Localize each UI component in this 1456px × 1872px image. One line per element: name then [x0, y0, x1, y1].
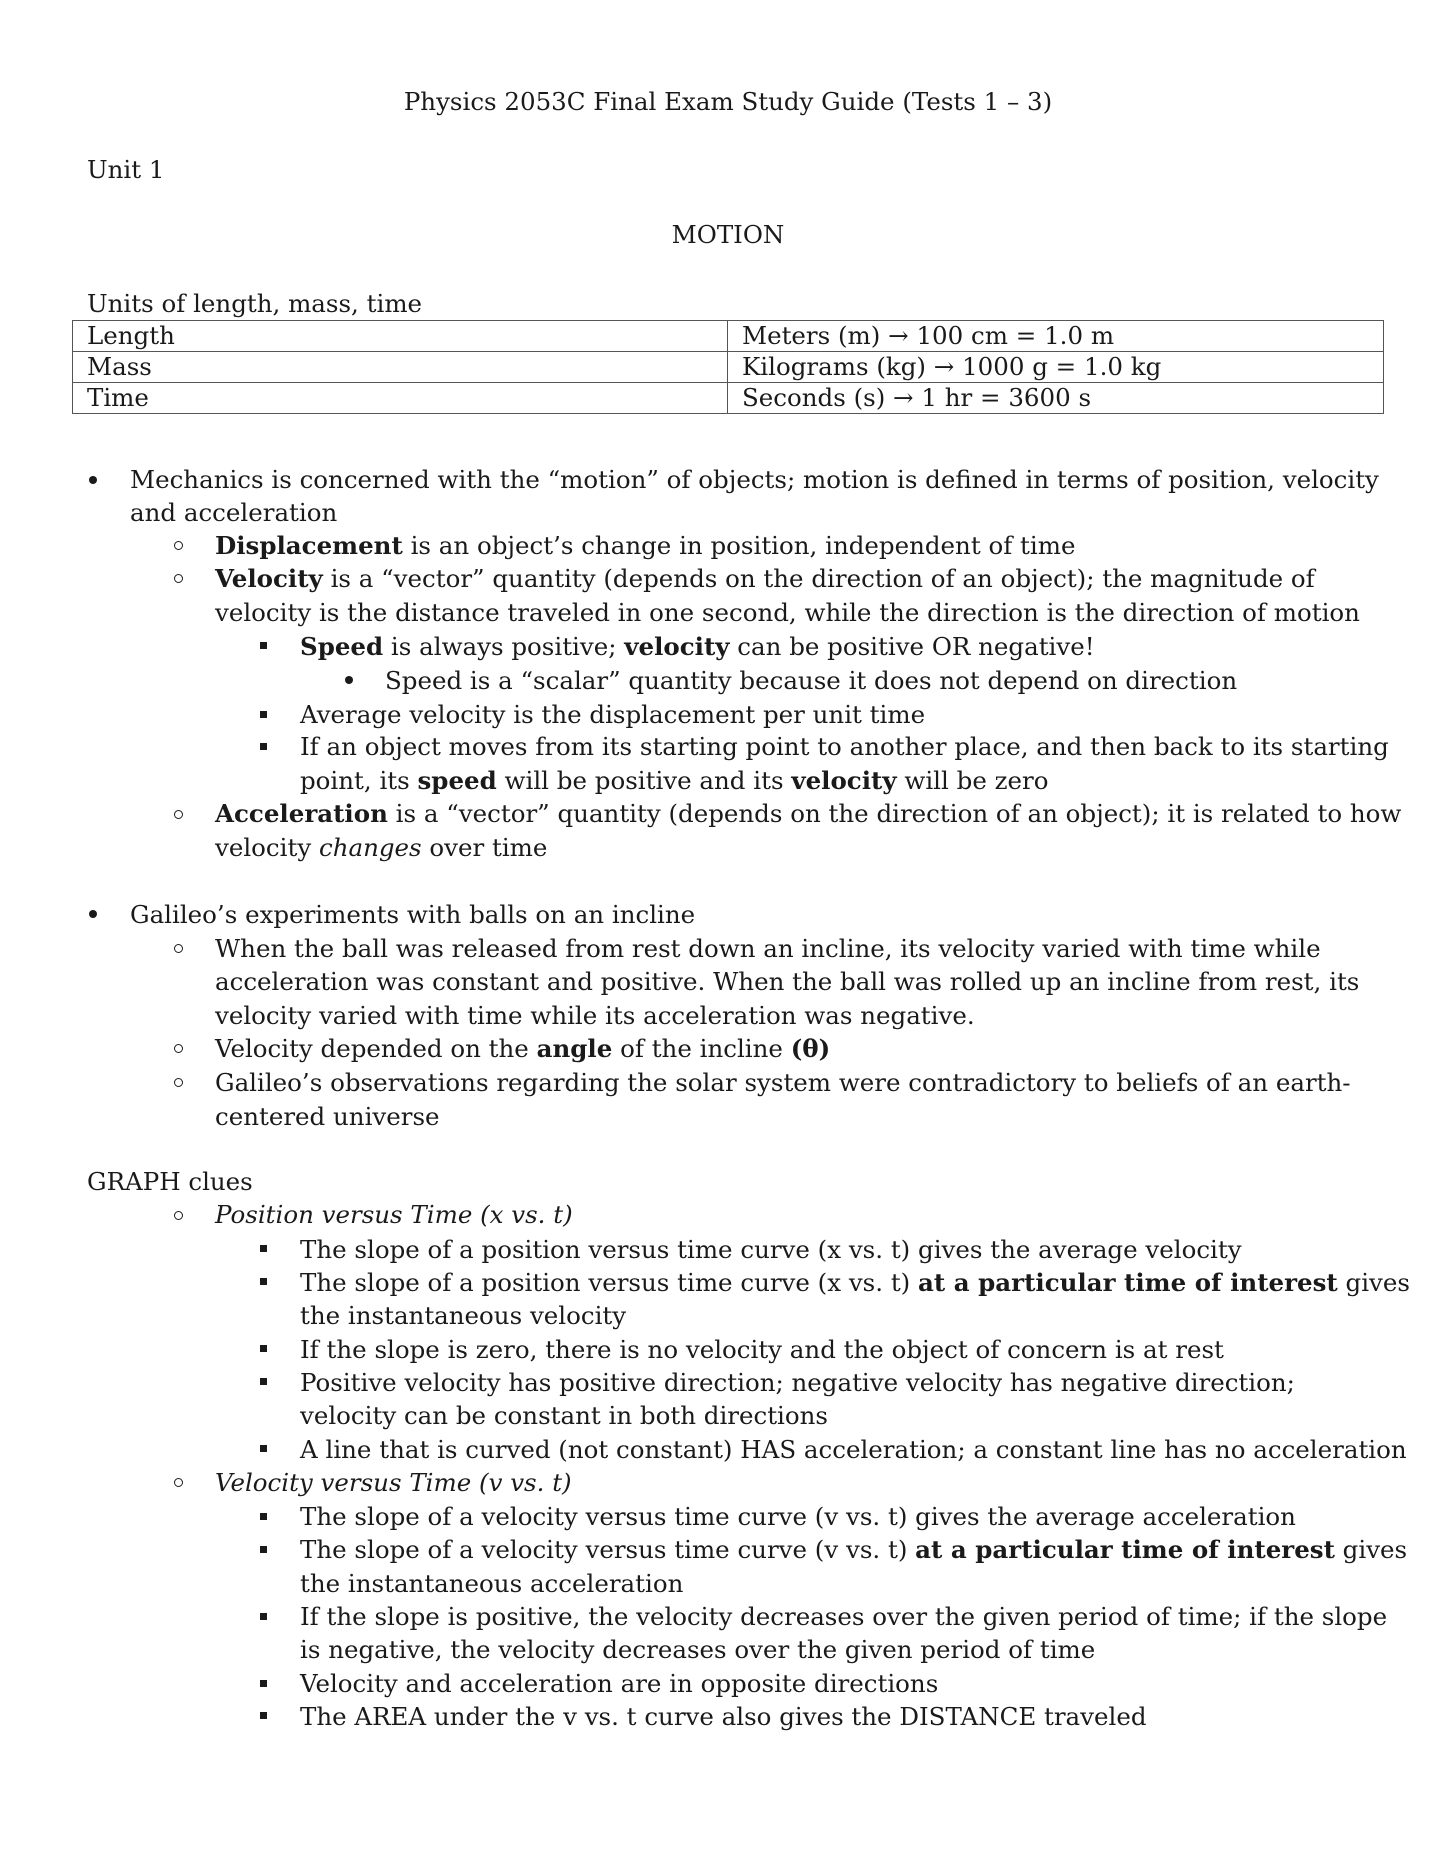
unit-heading: Unit 1 — [87, 155, 165, 184]
velocity-term: Velocity — [215, 564, 323, 593]
square-bullet-icon — [260, 711, 267, 718]
galileo-observations-line-1: Galileo’s observations regarding the solar system were contradictory to beliefs of an earth- — [215, 1068, 1351, 1097]
quantity-cell: Time — [73, 383, 728, 414]
text-run: Velocity depended on the — [215, 1034, 537, 1063]
displacement-line — [215, 531, 1076, 560]
position-instant-line-1 — [300, 1268, 1410, 1297]
units-table — [72, 320, 1384, 414]
opposite-directions-line: Velocity and acceleration are in opposite directions — [300, 1669, 939, 1698]
position-slope-line: The slope of a position versus time curve (x vs. t) gives the average velocity — [300, 1235, 1242, 1264]
galileo-when-line-3: velocity varied with time while its acceleration was negative. — [215, 1001, 975, 1030]
velocity-instant-line-2: the instantaneous acceleration — [300, 1569, 684, 1598]
table-row — [73, 383, 1384, 414]
square-bullet-icon — [260, 1345, 267, 1352]
if-object-line-1: If an object moves from its starting point to another place, and then back to its starting — [300, 732, 1389, 761]
text-run: will be positive and its — [496, 766, 792, 795]
text-run: gives — [1337, 1268, 1410, 1297]
text-run: gives — [1334, 1535, 1408, 1564]
velocity-term: velocity — [791, 766, 897, 795]
square-bullet-icon — [260, 743, 267, 750]
quantity-cell: Length — [73, 321, 728, 352]
speed-text-1: is always positive; — [383, 632, 625, 661]
circle-bullet-icon — [174, 1078, 183, 1087]
changes-term: changes — [318, 833, 422, 862]
section-heading: MOTION — [671, 220, 785, 249]
unit-cell: Seconds (s) → 1 hr = 3600 s — [728, 383, 1384, 414]
text-run: of the incline — [612, 1034, 791, 1063]
square-bullet-icon — [260, 1245, 267, 1252]
square-bullet-icon — [260, 642, 267, 649]
acceleration-term: Acceleration — [215, 799, 388, 828]
displacement-text: is an object’s change in position, independent of time — [402, 531, 1076, 560]
quantity-cell: Mass — [73, 352, 728, 383]
velocity-text: is a “vector” quantity (depends on the direction of an object); the magnitude of — [322, 564, 1315, 593]
galileo-heading: Galileo’s experiments with balls on an incline — [130, 900, 696, 929]
slope-positive-line-2: is negative, the velocity decreases over the given period of time — [300, 1635, 1096, 1664]
position-time-heading: Position versus Time (x vs. t) — [215, 1200, 573, 1229]
mechanics-line-1: Mechanics is concerned with the “motion” of objects; motion is defined in terms of position, velocity — [130, 465, 1379, 494]
bullet-dot-icon — [345, 676, 353, 684]
velocity-time-heading: Velocity versus Time (v vs. t) — [215, 1468, 572, 1497]
displacement-term: Displacement — [215, 531, 403, 560]
velocity-term: velocity — [624, 632, 730, 661]
circle-bullet-icon — [174, 810, 183, 819]
velocity-line-2: velocity is the distance traveled in one second, while the direction is the direction of motion — [215, 598, 1360, 627]
square-bullet-icon — [260, 1445, 267, 1452]
angle-term: angle — [536, 1034, 613, 1063]
galileo-angle-line — [215, 1034, 831, 1063]
galileo-observations-line-2: centered universe — [215, 1102, 440, 1131]
theta-symbol: (θ) — [790, 1034, 831, 1063]
bullet-dot-icon — [89, 476, 97, 484]
galileo-when-line-2: acceleration was constant and positive. When the ball was rolled up an incline from rest, its — [215, 967, 1360, 996]
average-velocity-line: Average velocity is the displacement per unit time — [300, 700, 926, 729]
galileo-when-line-1: When the ball was released from rest down an incline, its velocity varied with time while — [215, 934, 1321, 963]
units-caption: Units of length, mass, time — [87, 289, 423, 318]
graph-clues-heading: GRAPH clues — [87, 1167, 253, 1196]
mechanics-line-2: and acceleration — [130, 498, 338, 527]
text-run: The slope of a velocity versus time curve (v vs. t) — [300, 1535, 916, 1564]
velocity-slope-line: The slope of a velocity versus time curve (v vs. t) gives the average acceleration — [300, 1502, 1296, 1531]
speed-line — [300, 632, 1095, 661]
emphasis-term: at a particular time of interest — [915, 1535, 1335, 1564]
square-bullet-icon — [260, 1680, 267, 1687]
square-bullet-icon — [260, 1546, 267, 1553]
area-under-curve-line: The AREA under the v vs. t curve also gives the DISTANCE traveled — [300, 1702, 1147, 1731]
unit-cell: Meters (m) → 100 cm = 1.0 m — [728, 321, 1384, 352]
slope-zero-line: If the slope is zero, there is no velocity and the object of concern is at rest — [300, 1335, 1224, 1364]
positive-velocity-line-1: Positive velocity has positive direction; negative velocity has negative direction; — [300, 1368, 1295, 1397]
if-object-line-2 — [300, 766, 1049, 795]
text-run: will be zero — [896, 766, 1049, 795]
circle-bullet-icon — [174, 574, 183, 583]
velocity-instant-line-1 — [300, 1535, 1408, 1564]
unit-cell: Kilograms (kg) → 1000 g = 1.0 kg — [728, 352, 1384, 383]
scalar-line: Speed is a “scalar” quantity because it does not depend on direction — [385, 666, 1238, 695]
table-row — [73, 321, 1384, 352]
acceleration-line-2 — [215, 833, 548, 862]
square-bullet-icon — [260, 1378, 267, 1385]
square-bullet-icon — [260, 1513, 267, 1520]
acceleration-text: is a “vector” quantity (depends on the direction of an object); it is related to how — [387, 799, 1402, 828]
document-title: Physics 2053C Final Exam Study Guide (Tests 1 – 3) — [403, 87, 1053, 116]
circle-bullet-icon — [174, 1044, 183, 1053]
speed-text-2: can be positive OR negative! — [729, 632, 1095, 661]
circle-bullet-icon — [174, 1478, 183, 1487]
circle-bullet-icon — [174, 541, 183, 550]
circle-bullet-icon — [174, 944, 183, 953]
text-run: The slope of a position versus time curve (x vs. t) — [300, 1268, 919, 1297]
square-bullet-icon — [260, 1278, 267, 1285]
square-bullet-icon — [260, 1712, 267, 1719]
emphasis-term: at a particular time of interest — [918, 1268, 1338, 1297]
square-bullet-icon — [260, 1613, 267, 1620]
speed-term: Speed — [300, 632, 384, 661]
text-run: velocity — [215, 833, 319, 862]
bullet-dot-icon — [89, 910, 97, 918]
acceleration-line-1 — [215, 799, 1402, 828]
curved-line-line: A line that is curved (not constant) HAS acceleration; a constant line has no acceleration — [300, 1435, 1407, 1464]
speed-term: speed — [417, 766, 497, 795]
circle-bullet-icon — [174, 1211, 183, 1220]
text-run: point, its — [300, 766, 418, 795]
positive-velocity-line-2: velocity can be constant in both directions — [300, 1401, 828, 1430]
velocity-line-1 — [215, 564, 1315, 593]
slope-positive-line-1: If the slope is positive, the velocity decreases over the given period of time; if the slope — [300, 1602, 1388, 1631]
table-row — [73, 352, 1384, 383]
text-run: over time — [421, 833, 548, 862]
position-instant-line-2: the instantaneous velocity — [300, 1301, 627, 1330]
